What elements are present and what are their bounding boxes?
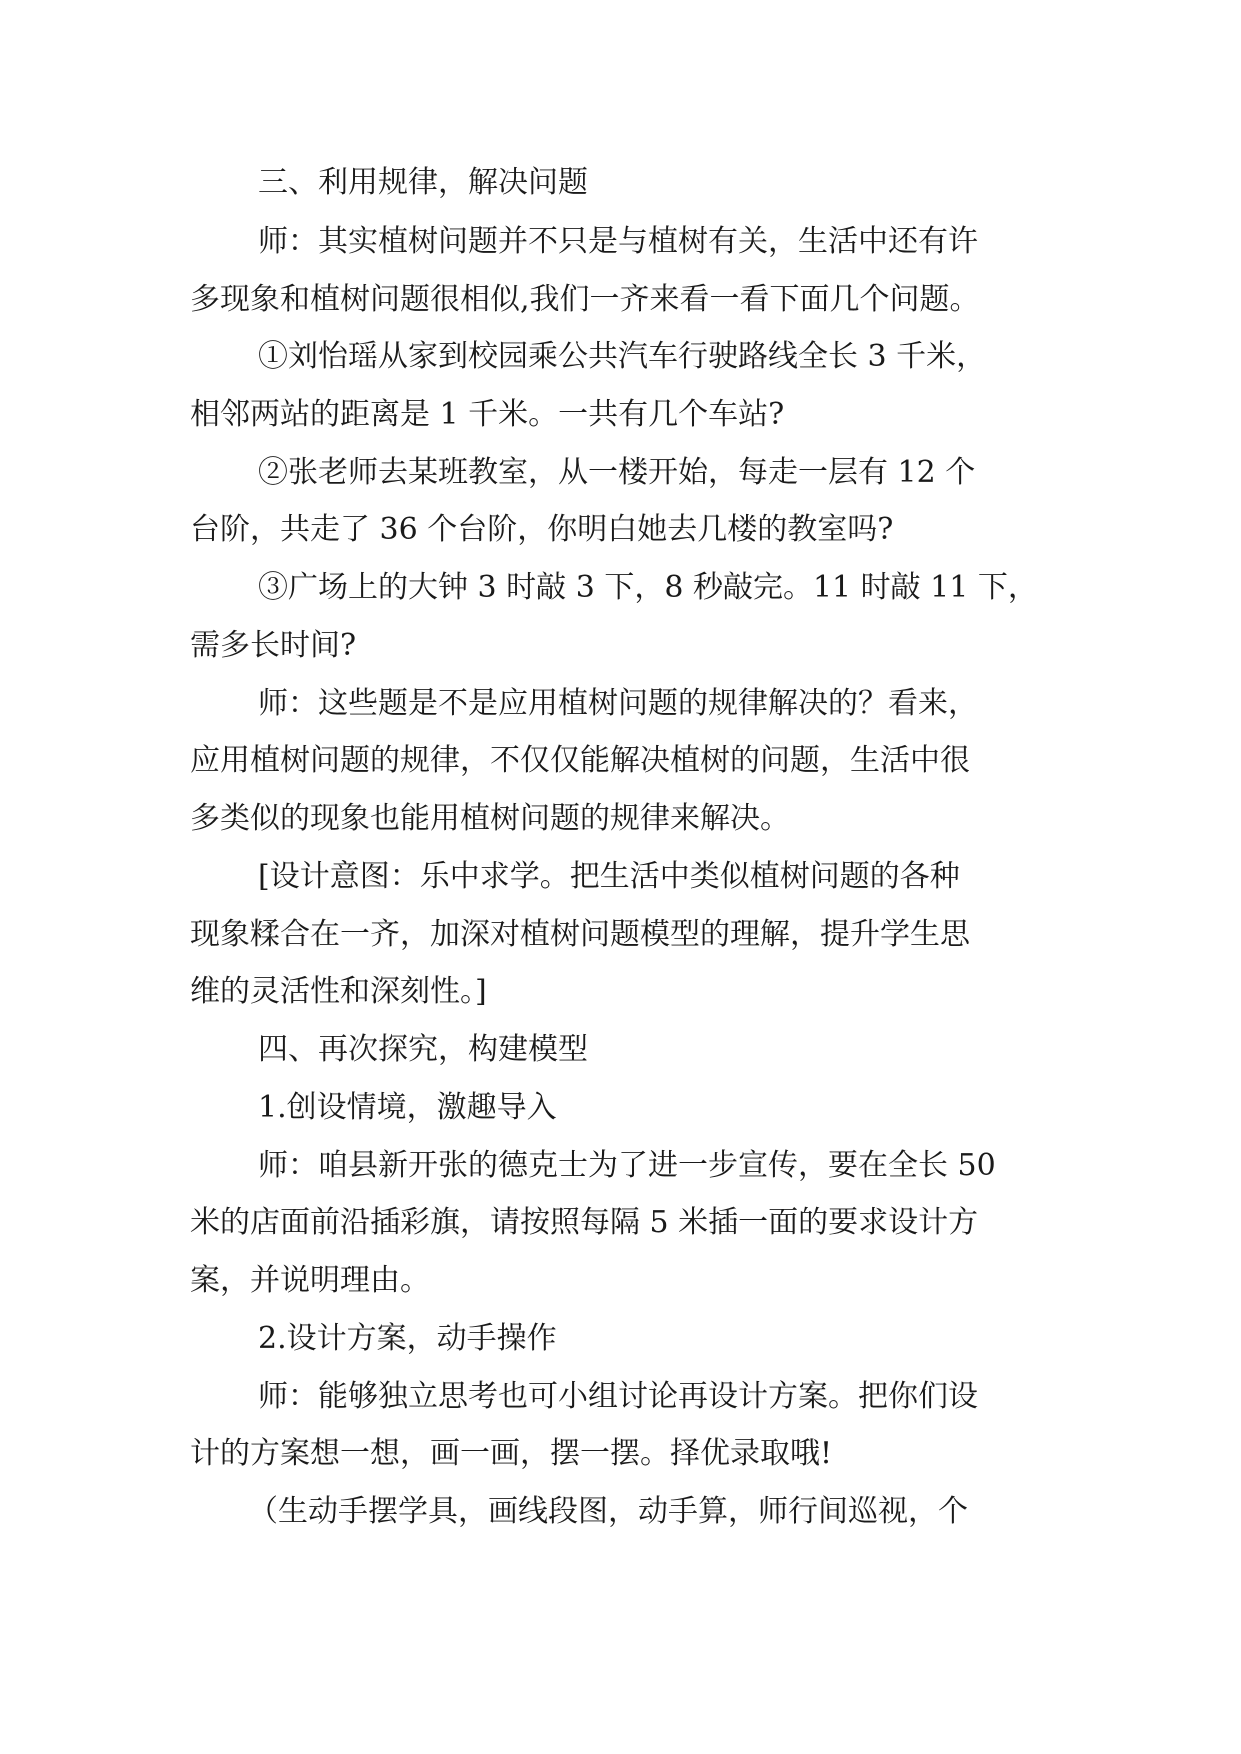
paragraph-line: 师：咱县新开张的德克士为了进一步宣传，要在全长 50 xyxy=(258,1148,996,1183)
question-3-line: 需多长时间? xyxy=(190,628,357,663)
paragraph-line: 米的店面前沿插彩旗，请按照每隔 5 米插一面的要求设计方 xyxy=(190,1205,979,1240)
paragraph-line: 多现象和植树问题很相似,我们一齐来看一看下面几个问题。 xyxy=(190,282,980,317)
design-intent-line: 维的灵活性和深刻性。] xyxy=(190,974,487,1009)
paragraph-line: 师：这些题是不是应用植树问题的规律解决的？看来， xyxy=(258,686,978,721)
section-heading-3: 三、利用规律，解决问题 xyxy=(258,165,588,200)
question-2-line: 台阶，共走了 36 个台阶，你明白她去几楼的教室吗? xyxy=(190,512,894,547)
paragraph-line: 师：能够独立思考也可小组讨论再设计方案。把你们设 xyxy=(258,1379,978,1414)
question-1-line: 相邻两站的距离是 1 千米。一共有几个车站? xyxy=(190,397,785,432)
paragraph-line: 案，并说明理由。 xyxy=(190,1263,430,1298)
question-3-line: ③广场上的大钟 3 时敲 3 下，8 秒敲完。11 时敲 11 下， xyxy=(258,570,1038,605)
subsection-heading-2: 2.设计方案，动手操作 xyxy=(258,1321,557,1356)
question-1-line: ①刘怡瑶从家到校园乘公共汽车行驶路线全长 3 千米， xyxy=(258,339,987,374)
design-intent-line: [设计意图：乐中求学。把生活中类似植树问题的各种 xyxy=(258,859,960,894)
paragraph-line: 多类似的现象也能用植树问题的规律来解决。 xyxy=(190,801,790,836)
paragraph-line: 应用植树问题的规律，不仅仅能解决植树的问题，生活中很 xyxy=(190,743,970,778)
design-intent-line: 现象糅合在一齐，加深对植树问题模型的理解，提升学生思 xyxy=(190,917,970,952)
paragraph-line: 计的方案想一想，画一画，摆一摆。择优录取哦! xyxy=(190,1436,833,1471)
paragraph-line: 师：其实植树问题并不只是与植树有关，生活中还有许 xyxy=(258,224,978,259)
subsection-heading-1: 1.创设情境，激趣导入 xyxy=(258,1090,557,1125)
paragraph-line: （生动手摆学具，画线段图，动手算，师行间巡视，个 xyxy=(248,1494,968,1529)
section-heading-4: 四、再次探究，构建模型 xyxy=(258,1032,588,1067)
question-2-line: ②张老师去某班教室，从一楼开始，每走一层有 12 个 xyxy=(258,455,976,490)
